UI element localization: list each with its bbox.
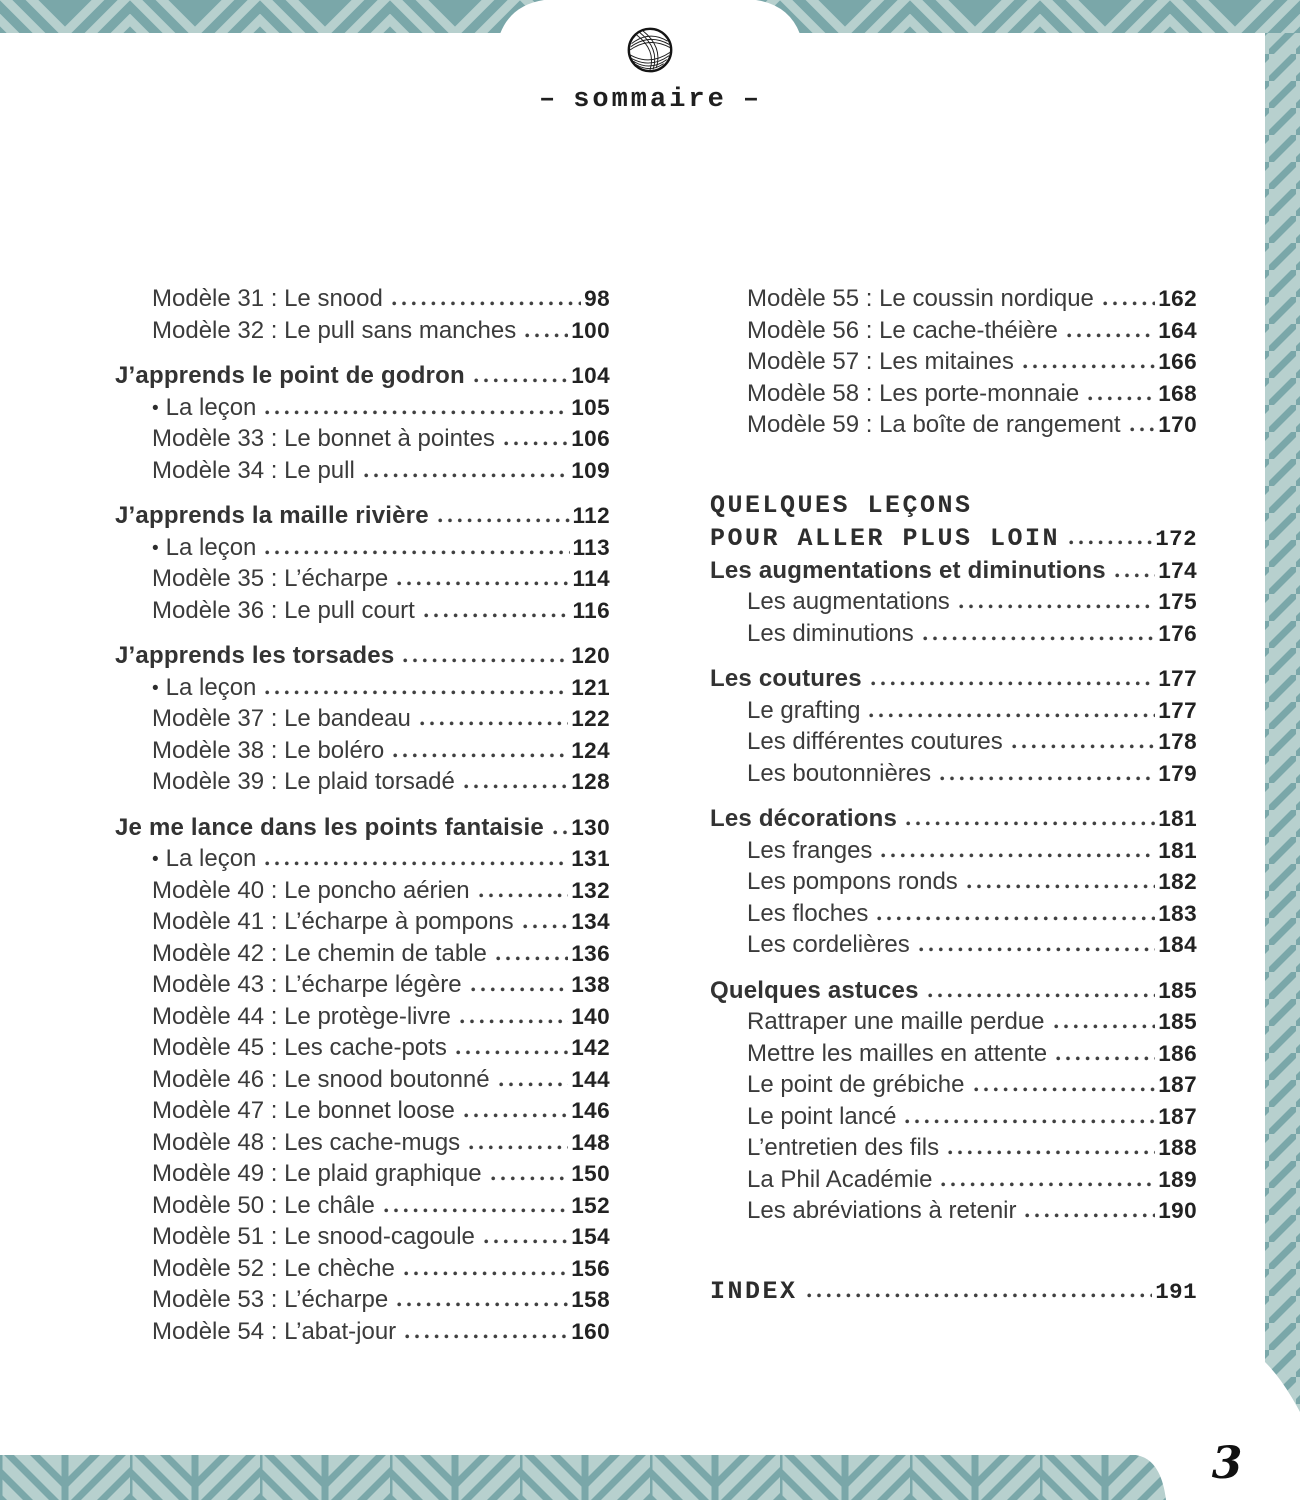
toc-entry [115,1001,610,1033]
dot-leader [397,1302,568,1307]
dot-leader [265,550,569,555]
toc-entry [115,703,610,735]
dot-leader [1023,364,1155,369]
entry-page-number: 162 [1158,286,1197,311]
entry-page-number: 109 [571,457,610,483]
entry-label: J’apprends les torsades [115,642,395,669]
entry-page-number: 136 [571,940,610,966]
title-dash-right: – [742,85,762,115]
toc-entry [115,1190,610,1222]
toc-entry [710,1069,1197,1101]
entry-label: • La leçon [152,843,256,876]
dot-leader [456,1050,568,1055]
dot-leader [404,1271,568,1276]
entry-label: Modèle 34 : Le pull [152,456,355,484]
dot-leader [491,1176,569,1181]
entry-page-number: 181 [1158,837,1197,863]
entry-page-number: 131 [571,846,610,871]
masthead [0,26,1300,115]
entry-page-number: 186 [1158,1040,1197,1066]
entry-label: Les décorations [710,805,898,832]
entry-page-number: 113 [572,534,610,560]
toc-entry [115,938,610,970]
dot-leader [403,658,568,663]
page-number: 3 [1211,1438,1243,1489]
entry-page-number: 116 [572,597,610,623]
dot-leader [1056,1056,1155,1061]
entry-label: J’apprends le point de godron [115,362,465,389]
dot-leader [464,784,568,789]
entry-label: Modèle 33 : Le bonnet à pointes [152,425,495,452]
entry-label: Modèle 52 : Le chèche [152,1254,395,1282]
toc-entry [115,315,610,347]
dot-leader [469,1145,568,1150]
entry-page-number: 183 [1158,900,1197,926]
entry-label: Je me lance dans les points fantaisie [115,813,544,841]
toc-entry [710,898,1197,930]
toc-entry [710,409,1197,441]
entry-label: Les franges [747,836,873,864]
entry-page-number: 172 [1155,525,1197,552]
entry-page-number: 124 [571,737,610,763]
entry-page-number: 120 [571,643,610,668]
dot-leader [479,893,569,898]
entry-label: Modèle 54 : L’abat-jour [152,1317,397,1345]
entry-page-number: 106 [571,426,610,451]
entry-page-number: 177 [1158,697,1197,723]
entry-label: Modèle 51 : Le snood-cagoule [152,1223,475,1250]
toc-entry [115,812,610,844]
toc-entry [115,595,610,627]
toc-entry [115,500,610,532]
toc-entry [710,346,1197,378]
entry-label: • La leçon [152,392,256,425]
entry-label: Modèle 42 : Le chemin de table [152,939,487,967]
entry-label: Modèle 38 : Le boléro [152,736,385,764]
entry-page-number: 164 [1158,317,1197,343]
dot-leader [940,776,1155,781]
entry-label: Modèle 39 : Le plaid torsadé [152,768,455,795]
dot-leader [1054,1024,1156,1029]
dot-leader [397,581,569,586]
toc-entry [115,1316,610,1348]
entry-label: La Phil Académie [747,1165,933,1193]
toc-entry [710,555,1197,587]
entry-page-number: 146 [571,1098,610,1123]
toc-entry [115,563,610,595]
toc-entry [115,672,610,704]
entry-label: Modèle 59 : La boîte de rangement [747,411,1121,438]
entry-label: Modèle 37 : Le bandeau [152,705,411,732]
dot-leader [474,378,568,383]
entry-page-number: 138 [571,972,610,997]
entry-label: Modèle 44 : Le protège-livre [152,1002,451,1030]
entry-label: Modèle 53 : L’écharpe [152,1286,389,1313]
toc-entry [710,663,1197,695]
entry-page-number: 148 [571,1129,610,1155]
entry-page-number: 122 [571,706,610,731]
dot-leader [504,441,568,446]
dot-leader [392,301,581,306]
bullet-marker: • [152,849,159,870]
dot-leader [928,993,1156,998]
toc-entry [115,640,610,672]
entry-label: Les cordelières [747,931,910,958]
entry-label: Le grafting [747,696,861,724]
entry-label: Modèle 45 : Les cache-pots [152,1034,447,1061]
entry-label: Le point lancé [747,1102,897,1130]
entry-page-number: 166 [1158,349,1197,374]
entry-label: Modèle 49 : Le plaid graphique [152,1160,482,1187]
entry-label: QUELQUES LEÇONS [710,490,973,520]
yarn-ball-icon [626,26,674,74]
dot-leader [881,853,1155,858]
entry-label: Quelques astuces [710,976,919,1004]
toc-entry [710,489,1197,522]
entry-page-number: 189 [1158,1166,1197,1192]
entry-label: POUR ALLER PLUS LOIN [710,523,1061,553]
entry-page-number: 112 [572,503,610,528]
dot-leader [1067,333,1155,338]
toc-entry [710,835,1197,867]
entry-page-number: 160 [571,1318,610,1344]
toc-entry [115,360,610,392]
dot-leader [959,604,1155,609]
dot-leader [496,956,568,961]
dot-leader [420,721,568,726]
toc-entry [710,758,1197,790]
entry-label: • La leçon [152,532,256,565]
entry-page-number: 98 [584,286,610,311]
dot-leader [393,753,568,758]
entry-page-number: 188 [1158,1135,1197,1160]
bullet-marker: • [152,537,159,559]
toc-entry [710,586,1197,618]
entry-page-number: 179 [1158,760,1197,786]
toc-entry [710,1132,1197,1164]
entry-page-number: 154 [571,1224,610,1249]
entry-label: Modèle 35 : L’écharpe [152,565,389,592]
dot-leader [807,1293,1153,1298]
dot-leader [499,1082,569,1087]
entry-label: Modèle 50 : Le châle [152,1191,375,1219]
page-title-line [0,85,1300,115]
toc [115,283,1197,1347]
toc-entry [115,1064,610,1096]
entry-label: Les floches [747,899,869,927]
entry-page-number: 142 [571,1035,610,1060]
entry-label: Rattraper une maille perdue [747,1008,1045,1035]
toc-entry [115,1284,610,1316]
dot-leader [405,1334,568,1339]
dot-leader [1115,573,1155,578]
toc-entry [115,1253,610,1285]
toc-entry [710,1101,1197,1133]
dot-leader [941,1182,1155,1187]
dot-leader [919,947,1156,952]
toc-column-left [115,283,610,1347]
entry-label: Modèle 41 : L’écharpe à pompons [152,908,514,935]
toc-entry [115,423,610,455]
toc-entry [115,283,610,315]
dot-leader [523,924,569,929]
entry-page-number: 114 [572,566,610,591]
entry-label: J’apprends la maille rivière [115,502,429,529]
toc-entry [115,1158,610,1190]
dot-leader [424,613,570,618]
dot-leader [525,333,568,338]
dot-leader [869,713,1155,718]
toc-entry [710,866,1197,898]
toc-entry [710,1006,1197,1038]
toc-entry [115,1221,610,1253]
entry-page-number: 121 [571,674,610,700]
toc-entry [115,843,610,875]
entry-page-number: 187 [1158,1103,1197,1129]
entry-label: Modèle 48 : Les cache-mugs [152,1128,461,1156]
toc-entry [710,975,1197,1007]
entry-label: Modèle 58 : Les porte-monnaie [747,379,1080,407]
toc-entry [115,1095,610,1127]
entry-page-number: 185 [1158,1009,1197,1034]
entry-page-number: 100 [571,317,610,343]
entry-label: Les pompons ronds [747,868,958,895]
toc-entry [115,875,610,907]
entry-label: Modèle 47 : Le bonnet loose [152,1097,455,1124]
entry-label: Modèle 56 : Le cache-théière [747,316,1058,344]
toc-entry [115,455,610,487]
toc-entry [115,766,610,798]
dot-leader [974,1087,1156,1092]
toc-entry [710,522,1197,555]
entry-page-number: 191 [1155,1278,1197,1305]
entry-page-number: 144 [571,1066,610,1092]
toc-entry [710,695,1197,727]
entry-label: Modèle 31 : Le snood [152,285,383,312]
entry-page-number: 184 [1158,932,1197,957]
dot-leader [1012,744,1156,749]
toc-entry [115,532,610,564]
entry-label: Les augmentations [747,588,950,615]
entry-label: Les boutonnières [747,759,932,787]
dot-leader [265,690,568,695]
dot-leader [265,861,568,866]
entry-page-number: 128 [571,769,610,794]
toc-entry [710,929,1197,961]
entry-label: L’entretien des fils [747,1134,940,1161]
page-title: sommaire [573,85,727,115]
toc-entry [710,1164,1197,1196]
toc-column-right [710,283,1197,1347]
dot-leader [923,636,1155,641]
dot-leader [471,987,569,992]
dot-leader [1088,396,1155,401]
entry-page-number: 178 [1158,729,1197,754]
entry-page-number: 168 [1158,380,1197,406]
dot-leader [1069,540,1152,545]
toc-entry [710,803,1197,835]
dot-leader [484,1239,568,1244]
entry-page-number: 150 [571,1161,610,1186]
toc-entry [115,1032,610,1064]
entry-label: Modèle 55 : Le coussin nordique [747,285,1094,312]
entry-label: Mettre les mailles en attente [747,1039,1048,1067]
toc-entry [710,1038,1197,1070]
dot-leader [464,1113,568,1118]
bullet-marker: • [152,677,159,699]
entry-page-number: 175 [1158,589,1197,614]
entry-page-number: 104 [571,363,610,388]
entry-label: Modèle 36 : Le pull court [152,596,415,624]
entry-label: Les diminutions [747,619,914,647]
entry-page-number: 140 [571,1003,610,1029]
toc-entry [710,1275,1197,1308]
dot-leader [460,1019,568,1024]
dot-leader [438,518,570,523]
dot-leader [871,681,1155,686]
toc-entry [710,315,1197,347]
entry-page-number: 174 [1158,557,1197,583]
entry-page-number: 190 [1158,1198,1197,1223]
entry-page-number: 185 [1158,977,1197,1003]
dot-leader [905,1119,1155,1124]
entry-label: INDEX [710,1276,798,1306]
dot-leader [906,821,1155,826]
dot-leader [1025,1213,1155,1218]
dot-leader [967,884,1155,889]
dot-leader [1103,301,1155,306]
entry-label: Modèle 40 : Le poncho aérien [152,876,470,904]
entry-page-number: 105 [571,394,610,420]
entry-label: Les différentes coutures [747,728,1003,755]
entry-label: Le point de grébiche [747,1071,965,1098]
toc-entry [115,735,610,767]
dot-leader [364,473,568,478]
entry-page-number: 176 [1158,620,1197,646]
entry-page-number: 170 [1158,412,1197,437]
dot-leader [1130,427,1156,432]
entry-label: Modèle 57 : Les mitaines [747,348,1014,375]
toc-entry [115,906,610,938]
bullet-marker: • [152,397,159,419]
entry-label: Modèle 32 : Le pull sans manches [152,316,517,344]
entry-label: Les coutures [710,665,862,692]
toc-entry [115,969,610,1001]
dot-leader [553,830,568,835]
entry-page-number: 158 [571,1287,610,1312]
toc-entry [115,1127,610,1159]
entry-page-number: 152 [571,1192,610,1218]
dot-leader [384,1208,568,1213]
dot-leader [948,1150,1155,1155]
entry-page-number: 182 [1158,869,1197,894]
entry-page-number: 177 [1158,666,1197,691]
entry-page-number: 132 [571,877,610,903]
toc-entry [710,283,1197,315]
toc-entry [710,1195,1197,1227]
dot-leader [877,916,1155,921]
entry-page-number: 187 [1158,1072,1197,1097]
toc-entry [710,726,1197,758]
entry-page-number: 181 [1158,806,1197,831]
toc-entry [115,392,610,424]
title-dash-left: – [538,85,558,115]
entry-page-number: 156 [571,1255,610,1281]
entry-label: Les augmentations et diminutions [710,556,1106,584]
dot-leader [265,410,568,415]
toc-entry [710,618,1197,650]
entry-page-number: 130 [571,814,610,840]
entry-label: • La leçon [152,672,256,705]
entry-label: Modèle 46 : Le snood boutonné [152,1065,490,1093]
entry-label: Modèle 43 : L’écharpe légère [152,971,462,998]
toc-entry [710,378,1197,410]
entry-label: Les abréviations à retenir [747,1197,1017,1224]
entry-page-number: 134 [571,909,610,934]
